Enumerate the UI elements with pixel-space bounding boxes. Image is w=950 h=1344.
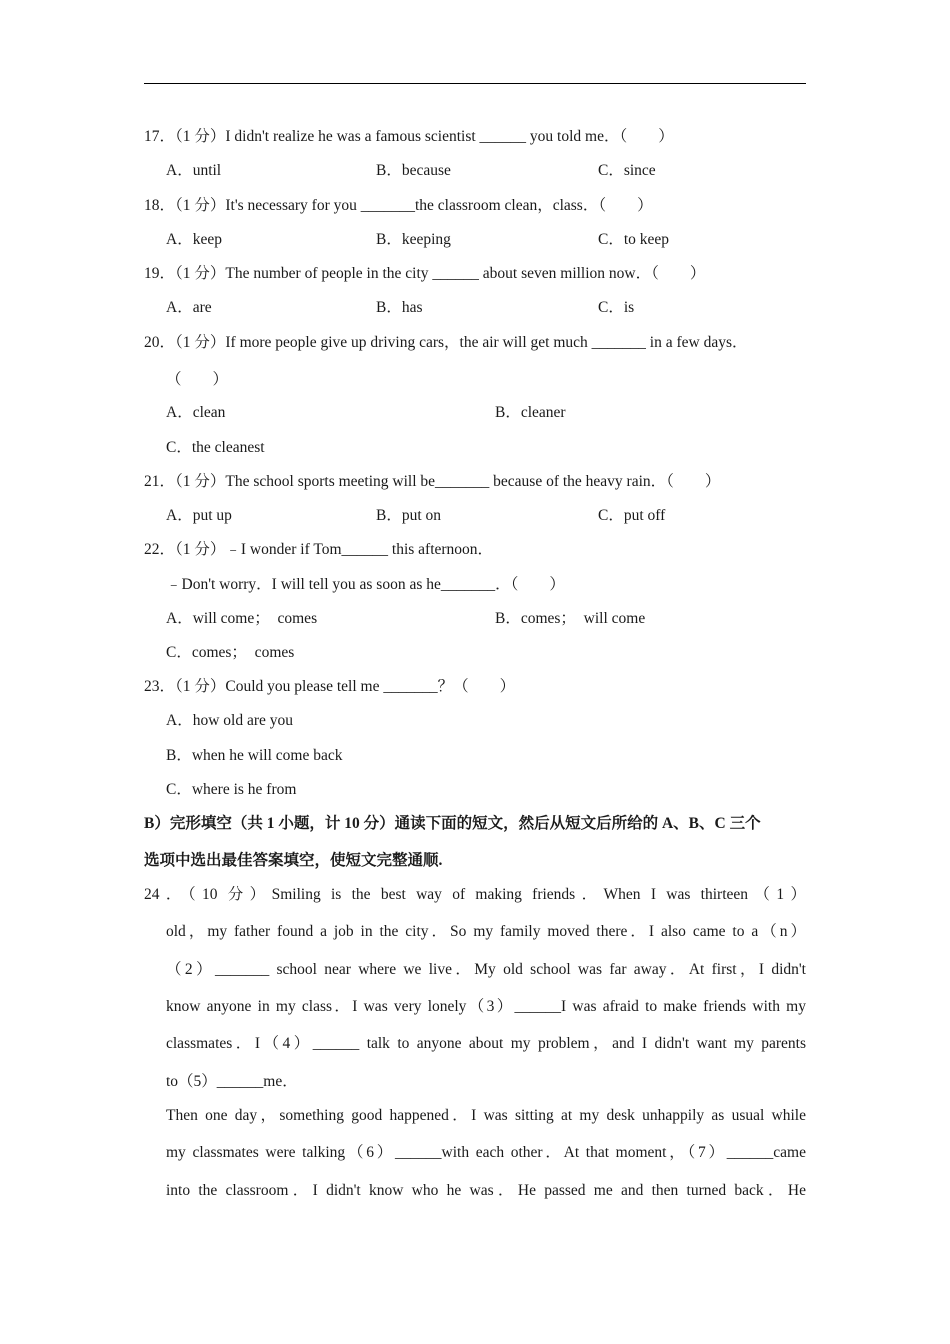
question-17-option-c: C．since <box>598 162 656 179</box>
passage-line-9: into the classroom．I didn't know who he was．He passed me and then turned back．He <box>166 1182 806 1199</box>
question-18-stem: 18．（1 分）It's necessary for you _______the classroom clean，class．（ ） <box>144 197 653 214</box>
passage-line-3: （2）_______ school near where we live．My old school was far away．At first，I didn't <box>166 961 806 978</box>
passage-line-2: old，my father found a job in the city．So my family moved there．I also came to a（n） <box>166 923 806 940</box>
question-20-option-b: B．cleaner <box>495 404 566 421</box>
question-19-option-a: A．are <box>166 299 212 316</box>
question-17-stem: 17．（1 分）I didn't realize he was a famous scientist ______ you told me．（ ） <box>144 128 674 145</box>
question-21-option-a: A．put up <box>166 507 232 524</box>
question-21-option-c: C．put off <box>598 507 666 524</box>
question-23-option-b: B．when he will come back <box>166 747 343 764</box>
question-22-stem-line-2: ﹣Don't worry．I will tell you as soon as he_______．（ ） <box>166 576 565 593</box>
passage-line-6: to（5）______me． <box>166 1073 298 1090</box>
question-23-stem: 23．（1 分）Could you please tell me _______？（ ） <box>144 678 516 695</box>
question-21-option-b: B．put on <box>376 507 442 524</box>
section-b-heading-line-1: B）完形填空（共 1 小题，计 10 分）通读下面的短文，然后从短文后所给的 A、B、C 三个 <box>144 815 761 832</box>
passage-line-5: classmates．I（4）______ talk to anyone about my problem，and I didn't want my parents <box>166 1035 806 1052</box>
question-22-option-c: C．comes； comes <box>166 644 295 661</box>
question-21-stem: 21．（1 分）The school sports meeting will be_______ because of the heavy rain．（ ） <box>144 473 721 490</box>
passage-line-7: Then one day，something good happened．I was sitting at my desk unhappily as usual while <box>166 1107 806 1124</box>
question-23-option-a: A．how old are you <box>166 712 293 729</box>
question-20-stem: 20．（1 分）If more people give up driving cars，the air will get much _______ in a few days． <box>144 334 748 351</box>
question-20-option-a: A．clean <box>166 404 226 421</box>
question-17-option-a: A．until <box>166 162 222 179</box>
question-22-option-b: B．comes； will come <box>495 610 646 627</box>
section-b-heading-line-2: 选项中选出最佳答案填空，使短文完整通顺. <box>144 852 443 869</box>
question-17-option-b: B．because <box>376 162 451 179</box>
question-20-option-c: C．the cleanest <box>166 439 265 456</box>
passage-line-4: know anyone in my class．I was very lonely（3）______I was afraid to make friends with my <box>166 998 806 1015</box>
header-rule <box>144 83 806 84</box>
question-19-option-c: C．is <box>598 299 635 316</box>
question-20-answer-bracket: （ ） <box>166 371 229 388</box>
question-18-option-c: C．to keep <box>598 231 670 248</box>
question-18-option-a: A．keep <box>166 231 222 248</box>
passage-line-1: 24．（10 分）Smiling is the best way of making friends．When I was thirteen（1） <box>144 886 806 903</box>
question-22-stem: 22．（1 分）﹣I wonder if Tom______ this afternoon． <box>144 541 494 558</box>
question-22-option-a: A．will come； comes <box>166 610 318 627</box>
question-23-option-c: C．where is he from <box>166 781 297 798</box>
question-19-stem: 19．（1 分）The number of people in the city ______ about seven million now．（ ） <box>144 265 706 282</box>
passage-line-8: my classmates were talking（6）______with each other．At that moment，（7）______came <box>166 1144 806 1161</box>
question-18-option-b: B．keeping <box>376 231 451 248</box>
question-19-option-b: B．has <box>376 299 423 316</box>
